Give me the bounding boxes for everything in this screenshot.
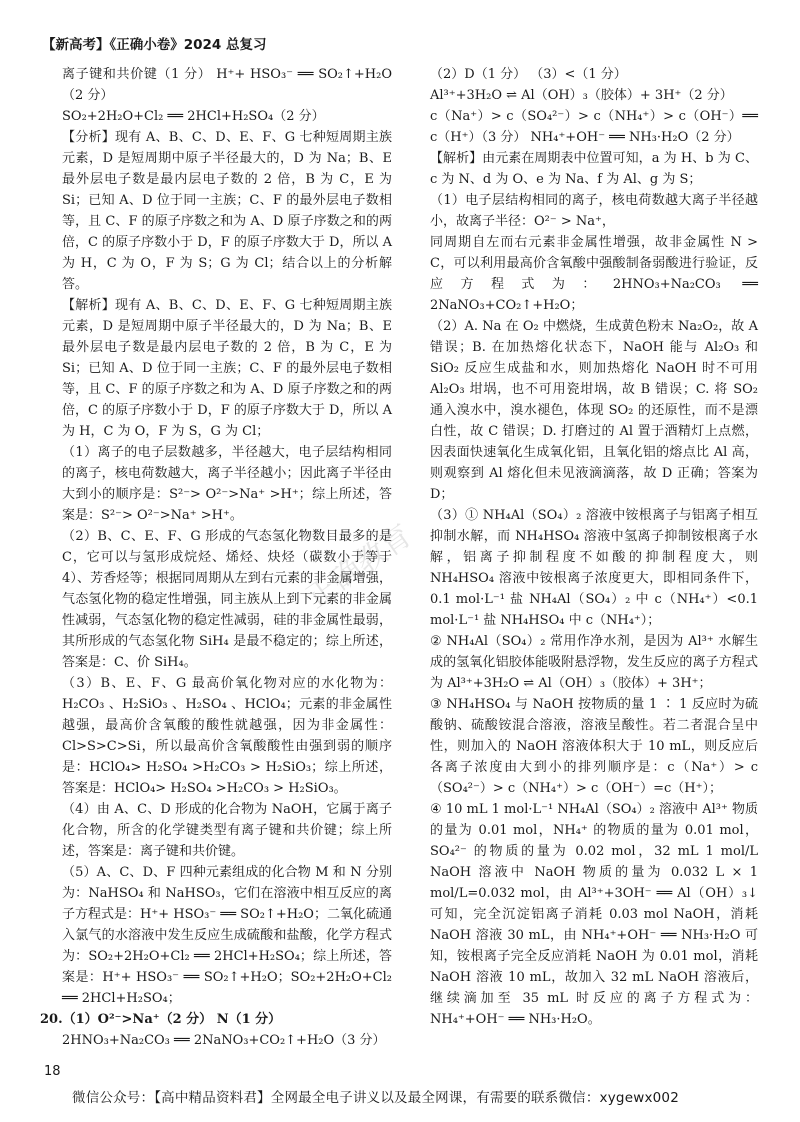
paragraph: （1）电子层结构相同的离子，核电荷数越大离子半径越小，故离子半径：O²⁻ > Na⁺， [430, 193, 758, 229]
paragraph: （3）① NH₄Al（SO₄）₂ 溶液中铵根离子与铝离子相互抑制水解，而 NH₄HSO₄ 溶液中氢离子抑制铵根离子水解，铝离子抑制程度不如酸的抑制程度大，则 NH₄HSO₄ 溶液中铵根离子浓度更大，即相同条件下，0.1 mol·L⁻¹ 盐 NH₄Al（SO₄）₂ 中 c（NH₄⁺）<0.1 mol·L⁻¹ 盐 NH₄HSO₄ 中 c（NH₄⁺）； [430, 508, 758, 628]
paragraph: 同周期自左而右元素非金属性增强，故非金属性 N > C，可以利用最高价含氧酸中强酸制备弱酸进行验证，反应方程式为：2HNO₃+Na₂CO₃ ══ 2NaNO₃+CO₂↑+H₂O； [430, 235, 758, 313]
paragraph: c（Na⁺）> c（SO₄²⁻）> c（NH₄⁺）> c（OH⁻）══ c（H⁺）（3 分） NH₄⁺+OH⁻ ══ NH₃·H₂O（2 分） [430, 109, 758, 145]
paragraph: 离子键和共价键（1 分） H⁺+ HSO₃⁻ ══ SO₂↑+H₂O（2 分） [62, 67, 392, 103]
right-column [430, 64, 758, 1030]
page-header: 【新高考】《正确小卷》2024 总复习 [42, 37, 267, 53]
page-footer: 微信公众号：【高中精品资料君】全网最全电子讲义以及最全网课，有需要的联系微信：xygewx002 [72, 1090, 680, 1106]
solution-paragraph: 【解析】现有 A、B、C、D、E、F、G 七种短周期主族元素，D 是短周期中原子半径最大的，D 为 Na；B、E 最外层电子数是最内层电子数的 2 倍，B 为 C，E 为 Si；已知 A、D 位于同一主族；C、F 的最外层电子数相等，且 C、F 的原子序数之和为 A、D 原子序数之和的两倍，C 的原子序数小于 D，F 的原子序数大于 D，所以 A 为 H，C 为 O，F 为 S，G 为 Cl； [62, 298, 392, 439]
paragraph: （2）D（1 分） （3）<（1 分） [430, 67, 627, 82]
paragraph: ④ 10 mL 1 mol·L⁻¹ NH₄Al（SO₄）₂ 溶液中 Al³⁺ 物质的量为 0.01 mol，NH₄⁺ 的物质的量为 0.01 mol，SO₄²⁻ 的物质的量为 0.02 mol，32 mL 1 mol/L NaOH 溶液中 NaOH 物质的量为 0.032 L × 1 mol/L=0.032 mol，由 Al³⁺+3OH⁻ ══ Al（OH）₃↓可知，完全沉淀铝离子消耗 0.03 mol NaOH，消耗 NaOH 溶液 30 mL，由 NH₄⁺+OH⁻ ══ NH₃·H₂O 可知，铵根离子完全反应消耗 NaOH 为 0.01 mol，消耗 NaOH 溶液 10 mL，故加入 32 mL NaOH 溶液后，继续滴加至 35 mL 时反应的离子方程式为：NH₄⁺+OH⁻ ══ NH₃·H₂O。 [430, 802, 758, 1027]
paragraph: SO₂+2H₂O+Cl₂ ══ 2HCl+H₂SO₄（2 分） [62, 109, 325, 124]
solution-paragraph: 【解析】由元素在周期表中位置可知，a 为 H、b 为 C、c 为 N、d 为 O、e 为 Na、f 为 Al、g 为 S； [430, 151, 758, 187]
left-column [40, 64, 392, 1051]
analysis-paragraph: 【分析】现有 A、B、C、D、E、F、G 七种短周期主族元素，D 是短周期中原子半径最大的，D 为 Na；B、E 最外层电子数是最内层电子数的 2 倍，B 为 C，E 为 Si；已知 A、D 位于同一主族；C、F 的最外层电子数相等，且 C、F 的原子序数之和为 A、D 原子序数之和的两倍，C 的原子序数小于 D，F 的原子序数大于 D，所以 A 为 H，C 为 O，F 为 S；G 为 Cl；结合以上的分析解答。 [62, 130, 392, 292]
paragraph: （1）离子的电子层数越多，半径越大，电子层结构相同的离子，核电荷数越大，离子半径越小；因此离子半径由大到小的顺序是：S²⁻> O²⁻>Na⁺ >H⁺；综上所述，答案是：S²⁻> O²⁻>Na⁺ >H⁺。 [62, 445, 392, 523]
watermark: 正确教育 [300, 517, 419, 616]
paragraph: （3）B、E、F、G 最高价氧化物对应的水化物为：H₂CO₃ 、H₂SiO₃ 、H₂SO₄ 、HClO₄；元素的非金属性越强，最高价含氧酸的酸性就越强，因为非金属性：Cl>S>C>Si，所以最高价含氧酸酸性由强到弱的顺序是：HClO₄> H₂SO₄ >H₂CO₃ > H₂SiO₃；综上所述，答案是：HClO₄> H₂SO₄ >H₂CO₃ > H₂SiO₃。 [62, 676, 392, 796]
question-20-answer: 20.（1）O²⁻>Na⁺（2 分） N（1 分） [40, 1012, 282, 1027]
paragraph: （4）由 A、C、D 形成的化合物为 NaOH，它属于离子化合物，所含的化学键类型有离子键和共价键；综上所述，答案是：离子键和共价键。 [62, 802, 392, 859]
paragraph: 2HNO₃+Na₂CO₃ ══ 2NaNO₃+CO₂↑+H₂O（3 分） [62, 1033, 386, 1048]
page-number: 18 [44, 1064, 61, 1079]
paragraph: （5）A、C、D、F 四种元素组成的化合物 M 和 N 分别为：NaHSO₄ 和 NaHSO₃，它们在溶液中相互反应的离子方程式是：H⁺+ HSO₃⁻ ══ SO₂↑+H₂O；二氧化硫通入氯气的水溶液中发生反应生成硫酸和盐酸，化学方程式为：SO₂+2H₂O+Cl₂ ══ 2HCl+H₂SO₄；综上所述，答案是：H⁺+ HSO₃⁻ ══ SO₂↑+H₂O；SO₂+2H₂O+Cl₂ ══ 2HCl+H₂SO₄； [62, 865, 392, 1006]
paragraph: （2）A. Na 在 O₂ 中燃烧，生成黄色粉末 Na₂O₂，故 A 错误；B. 在加热熔化状态下，NaOH 能与 Al₂O₃ 和 SiO₂ 反应生成盐和水，则加热熔化 NaOH 时不可用 Al₂O₃ 坩埚，也不可用瓷坩埚，故 B 错误；C. 将 SO₂ 通入溴水中，溴水褪色，体现 SO₂ 的还原性，而不是漂白性，故 C 错误；D. 打磨过的 Al 置于酒精灯上点燃，因表面快速氧化生成氧化铝，且氧化铝的熔点比 Al 高，则观察到 Al 熔化但未见液滴滴落，故 D 正确；答案为 D； [430, 319, 758, 502]
paragraph: ③ NH₄HSO₄ 与 NaOH 按物质的量 1 ∶ 1 反应时为硫酸钠、硫酸铵混合溶液，溶液呈酸性。若二者混合呈中性，则加入的 NaOH 溶液体积大于 10 mL，则反应后各离子浓度由大到小的排列顺序是：c（Na⁺）> c（SO₄²⁻）> c（NH₄⁺）> c（OH⁻）=c（H⁺）； [430, 697, 758, 796]
paragraph: ② NH₄Al（SO₄）₂ 常用作净水剂，是因为 Al³⁺ 水解生成的氢氧化铝胶体能吸附悬浮物，发生反应的离子方程式为 Al³⁺+3H₂O ⇌ Al（OH）₃（胶体）+ 3H⁺； [430, 634, 758, 691]
paragraph: Al³⁺+3H₂O ⇌ Al（OH）₃（胶体）+ 3H⁺（2 分） [430, 88, 733, 103]
paragraph: （2）B、C、E、F、G 形成的气态氢化物数目最多的是 C，它可以与氢形成烷烃、烯烃、炔烃（碳数小于等于 4）、芳香烃等；根据同周期从左到右元素的非金属增强，气态氢化物的稳定性增强，同主族从上到下元素的非金属性减弱，气态氢化物的稳定性减弱，硅的非金属性最弱，其所形成的气态氢化物 SiH₄ 是最不稳定的；综上所述，答案是：C、价 SiH₄。 [62, 529, 392, 670]
